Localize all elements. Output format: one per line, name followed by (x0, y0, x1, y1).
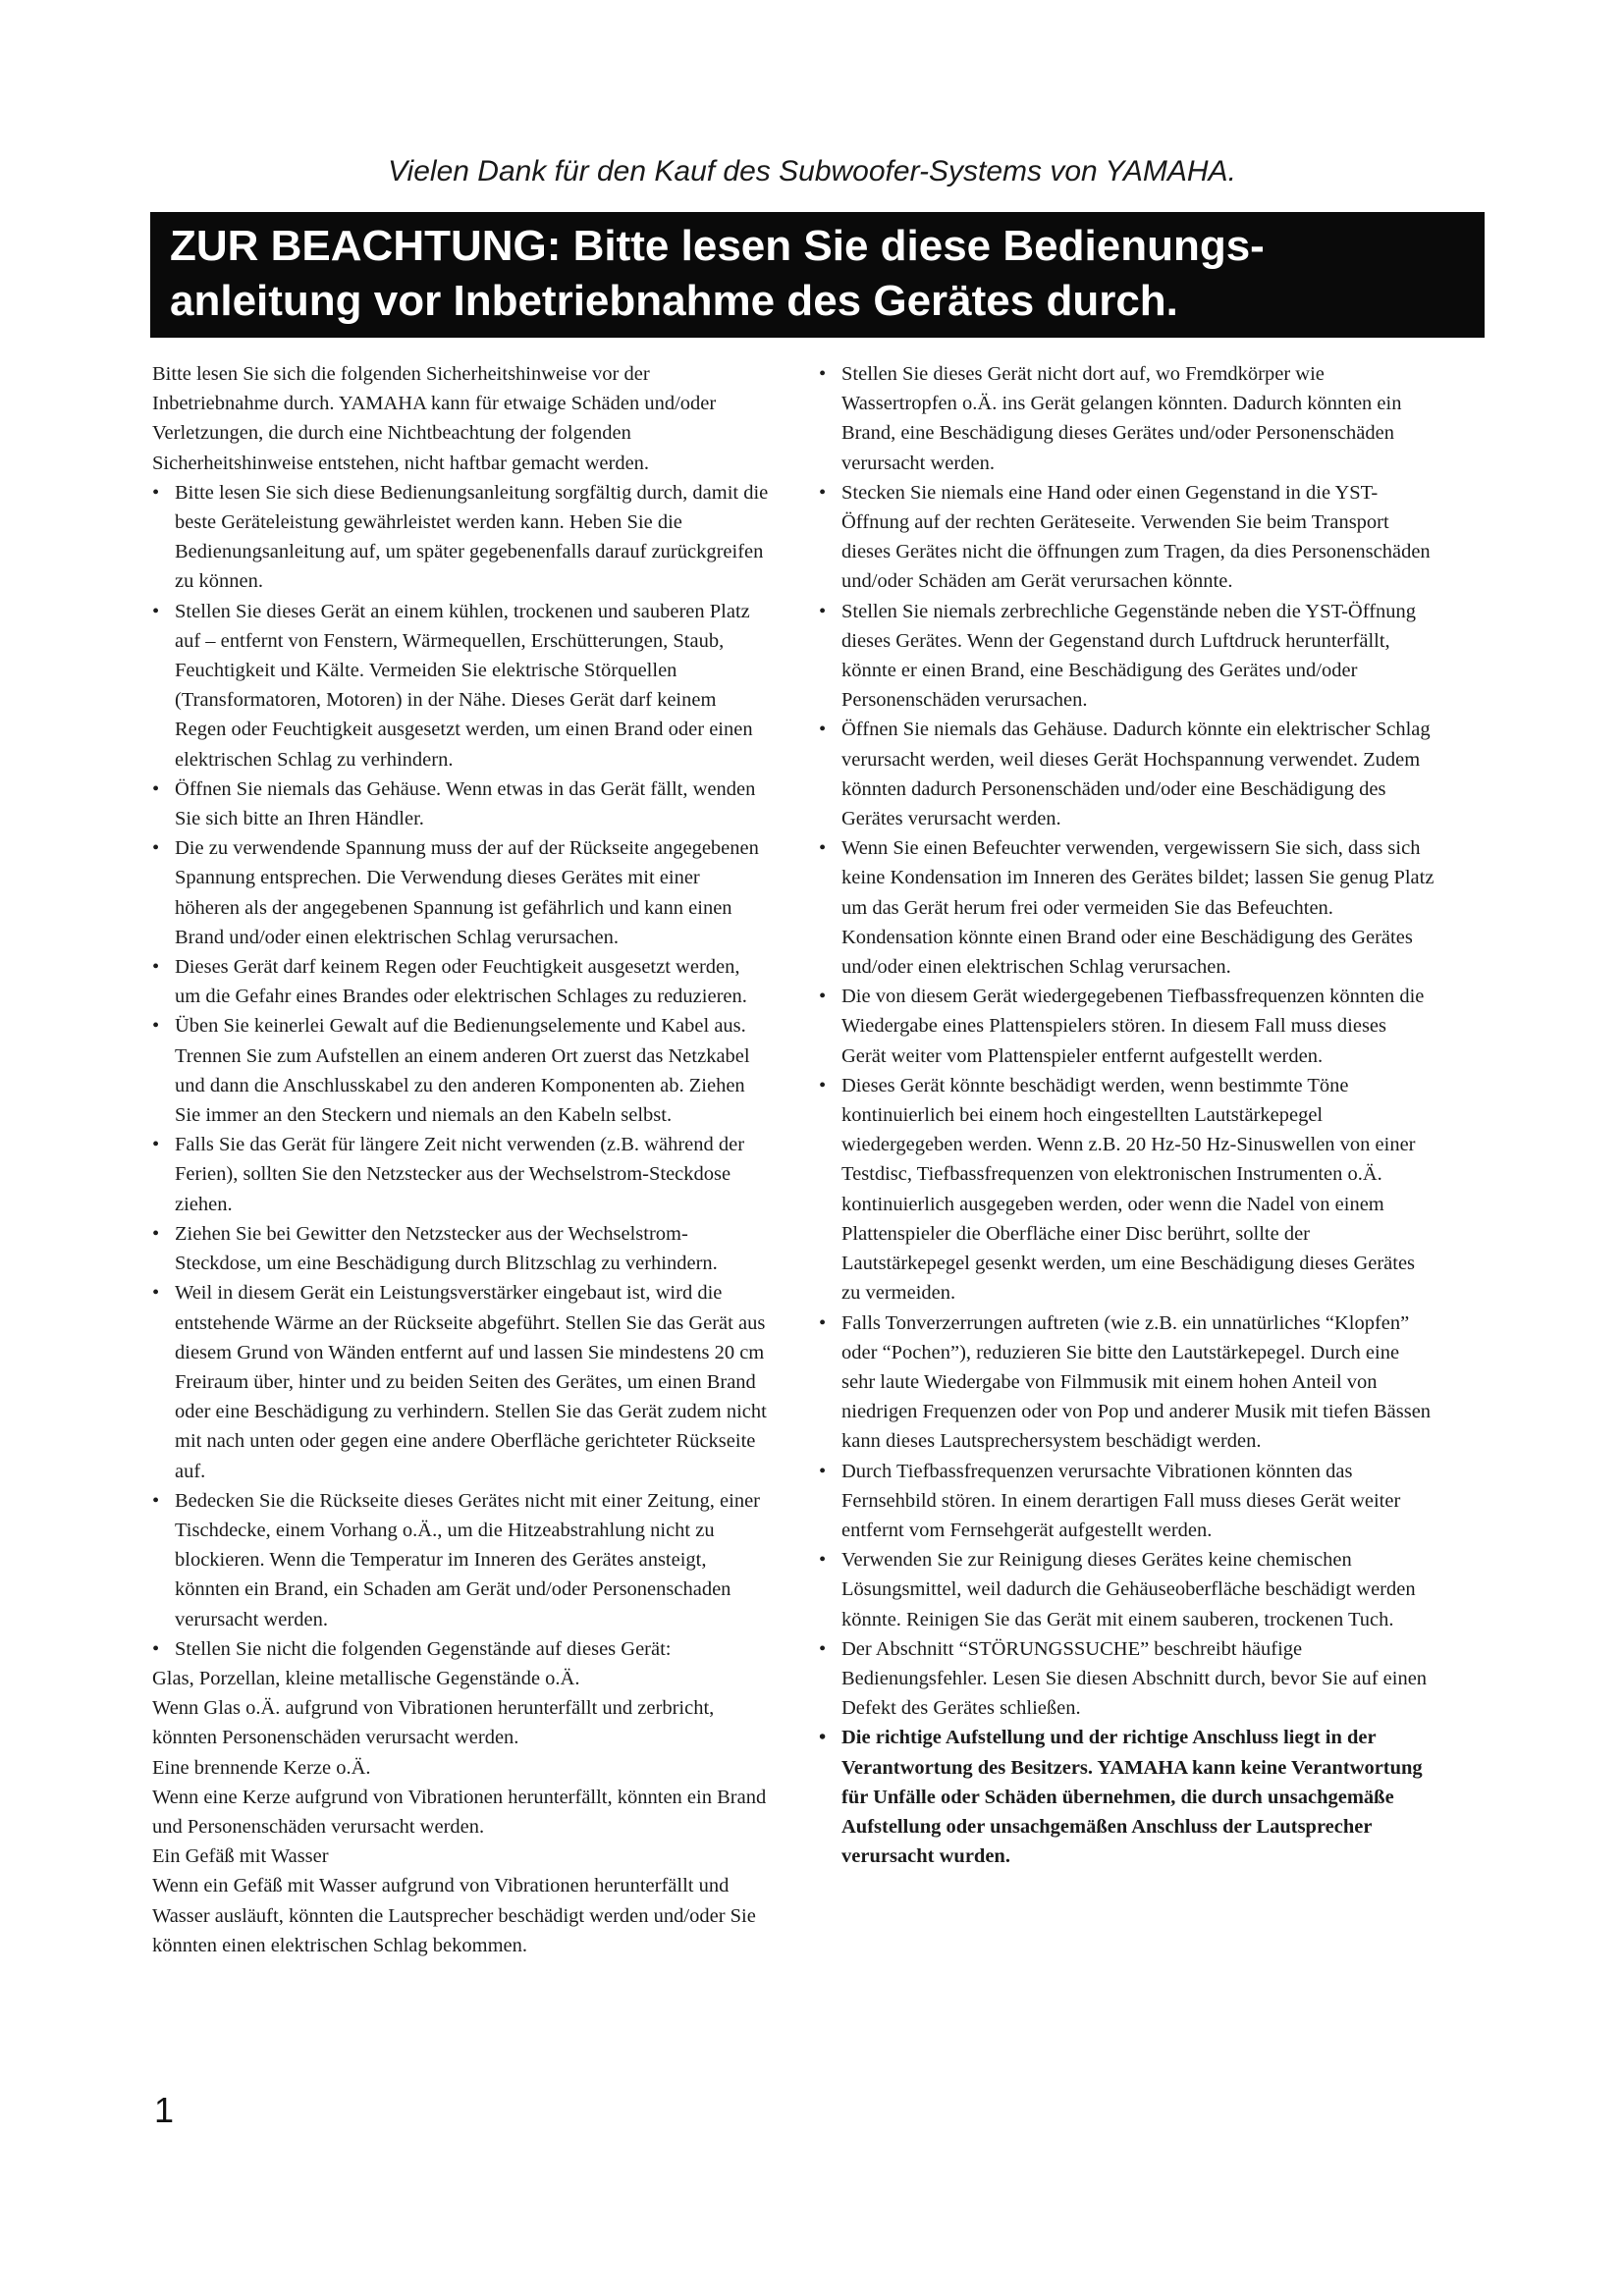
safety-item-text: Stellen Sie niemals zerbrechliche Gegenstände neben die YST-Öffnung dieses Gerätes. Wenn der Gegenstand durch Luftdruck herunterfällt, könnte er einen Brand, eine Beschädigung des Gerätes und/oder Personenschäden verursachen. (841, 600, 1417, 712)
bullet-icon: • (819, 837, 827, 860)
safety-item-text: Stellen Sie dieses Gerät an einem kühlen, trockenen und sauberen Platz auf – entfernt von Fenstern, Wärmequellen, Erschütterungen, Staub, Feuchtigkeit und Kälte. Vermeiden Sie elektrische Störquellen (Transformatoren, Motoren) in der Nähe. Dieses Gerät darf keinem Regen oder Feuchtigkeit ausgesetzt werden, um einen Brand oder einen elektrischen Schlag zu verhindern. (175, 600, 753, 771)
bullet-icon: • (152, 1015, 160, 1038)
safety-item-text: Öffnen Sie niemals das Gehäuse. Dadurch könnte ein elektrischer Schlag verursacht werden, weil dieses Gerät Hochspannung verwendet. Zudem könnten dadurch Personenschäden und/oder eine Beschädigung des Gerätes verursacht werden. (841, 719, 1431, 830)
bullet-icon: • (819, 1637, 827, 1660)
safety-item-text: Ziehen Sie bei Gewitter den Netzstecker aus der Wechselstrom-Steckdose, um eine Beschädigung durch Blitzschlag zu verhindern. (175, 1222, 718, 1275)
bullet-icon: • (152, 1489, 160, 1512)
safety-item (152, 1278, 769, 1485)
bullet-icon: • (152, 1637, 160, 1660)
safety-item (152, 952, 769, 1011)
safety-item-text: Üben Sie keinerlei Gewalt auf die Bedienungselemente und Kabel aus. Trennen Sie zum Aufstellen an einem anderen Ort zuerst das Netzkabel und dann die Anschlusskabel zu den anderen Komponenten ab. Ziehen Sie immer an den Steckern und niemals an den Kabeln selbst. (175, 1015, 750, 1127)
safety-item (819, 1457, 1435, 1546)
safety-item (819, 478, 1435, 597)
candle-subhead: Eine brennende Kerze o.Ä. (152, 1756, 371, 1779)
safety-item (152, 833, 769, 952)
safety-item-text: Falls Sie das Gerät für längere Zeit nicht verwenden (z.B. während der Ferien), sollten Sie den Netzstecker aus der Wechselstrom-Steckdose ziehen. (175, 1134, 745, 1215)
safety-item (152, 1011, 769, 1130)
safety-item (819, 597, 1435, 716)
objects-subhead: Glas, Porzellan, kleine metallische Gegenstände o.Ä. (152, 1667, 580, 1689)
bullet-icon: • (819, 1549, 827, 1572)
bullet-icon: • (152, 600, 160, 622)
safety-item-text: Weil in diesem Gerät ein Leistungsverstärker eingebaut ist, wird die entstehende Wärme an der Rückseite abgeführt. Stellen Sie das Gerät aus diesem Grund von Wänden entfernt auf und lassen Sie mindestens 20 cm Freiraum über, hinter und zu beiden Seiten des Gerätes, um einen Brand oder eine Beschädigung zu verhindern. Stellen Sie das Gerät zudem nicht mit nach unten oder gegen eine andere Oberfläche gerichteter Rückseite auf. (175, 1282, 767, 1482)
safety-item-text: Stecken Sie niemals eine Hand oder einen Gegenstand in die YST-Öffnung auf der rechten Geräteseite. Verwenden Sie beim Transport dieses Gerätes nicht die öffnungen zum Tragen, da dies Personenschäden und/oder Schäden am Gerät verursachen könnte. (841, 481, 1431, 593)
left-column (152, 359, 769, 1960)
bullet-icon: • (819, 1311, 827, 1334)
safety-item (152, 1130, 769, 1219)
safety-item-text: Bedecken Sie die Rückseite dieses Gerätes nicht mit einer Zeitung, einer Tischdecke, einem Vorhang o.Ä., um die Hitzeabstrahlung nicht zu blockieren. Wenn die Temperatur im Inneren des Gerätes ansteigt, könnten ein Brand, ein Schaden am Gerät und/oder Personenschaden verursacht werden. (175, 1489, 761, 1630)
bullet-icon: • (819, 600, 827, 622)
bullet-icon: • (152, 1134, 160, 1156)
safety-item (819, 982, 1435, 1071)
safety-item-text: Die von diesem Gerät wiedergegebenen Tiefbassfrequenzen könnten die Wiedergabe eines Plattenspielers stören. In diesem Fall muss dieses Gerät weiter vom Plattenspieler entfernt aufgestellt werden. (841, 986, 1425, 1067)
safety-item (819, 715, 1435, 833)
water-subhead: Ein Gefäß mit Wasser (152, 1845, 329, 1868)
safety-item-text: Öffnen Sie niemals das Gehäuse. Wenn etwas in das Gerät fällt, wenden Sie sich bitte an Ihren Händler. (175, 777, 756, 830)
safety-item (819, 833, 1435, 982)
water-subtext: Wenn ein Gefäß mit Wasser aufgrund von Vibrationen herunterfällt und Wasser ausläuft, könnten die Lautsprecher beschädigt werden und/oder Sie könnten einen elektrischen Schlag bekommen. (152, 1875, 756, 1956)
bullet-icon: • (152, 837, 160, 860)
safety-item (152, 1219, 769, 1278)
safety-item-text: Dieses Gerät darf keinem Regen oder Feuchtigkeit ausgesetzt werden, um die Gefahr eines Brandes oder elektrischen Schlages zu reduzieren. (175, 956, 747, 1008)
caution-banner (150, 212, 1485, 338)
objects-subtext: Wenn Glas o.Ä. aufgrund von Vibrationen herunterfällt und zerbricht, könnten Personenschäden verursacht werden. (152, 1697, 715, 1749)
safety-item-text: Dieses Gerät könnte beschädigt werden, wenn bestimmte Töne kontinuierlich bei einem hoch eingestellten Lautstärkepegel wiedergegeben werden. Wenn z.B. 20 Hz-50 Hz-Sinuswellen von einer Testdisc, Tiefbassfrequenzen von elektronischen Instrumenten o.Ä. kontinuierlich ausgegeben werden, oder wenn die Nadel von einem Plattenspieler die Oberfläche einer Disc berührt, sollte der Lautstärkepegel gesenkt werden, um eine Beschädigung dieses Gerätes zu vermeiden. (841, 1074, 1416, 1305)
safety-item-text: Der Abschnitt “STÖRUNGSSUCHE” beschreibt häufige Bedienungsfehler. Lesen Sie diesen Abschnitt durch, bevor Sie auf einen Defekt des Gerätes schließen. (841, 1637, 1428, 1720)
bullet-icon: • (152, 481, 160, 504)
bullet-icon: • (819, 719, 827, 741)
safety-item (152, 1634, 769, 1664)
safety-item-text: Stellen Sie dieses Gerät nicht dort auf, wo Fremdkörper wie Wassertropfen o.Ä. ins Gerät gelangen könnten. Dadurch könnten ein Brand, eine Beschädigung dieses Gerätes und/oder Personenschäden verursacht werden. (841, 363, 1402, 474)
bullet-icon: • (152, 956, 160, 979)
safety-item (152, 597, 769, 774)
bullet-icon: • (819, 1074, 827, 1096)
safety-item-text: Wenn Sie einen Befeuchter verwenden, vergewissern Sie sich, dass sich keine Kondensation im Inneren des Gerätes bildet; lassen Sie genug Platz um das Gerät herum frei oder vermeiden Sie das Befeuchten. Kondensation könnte einen Brand oder eine Beschädigung des Gerätes und/oder einen elektrischen Schlag verursachen. (841, 837, 1435, 979)
candle-subtext: Wenn eine Kerze aufgrund von Vibrationen herunterfällt, könnten ein Brand und Personenschäden verursacht werden. (152, 1786, 767, 1838)
safety-item (819, 1545, 1435, 1634)
safety-item (819, 359, 1435, 478)
safety-item (152, 478, 769, 597)
right-column (819, 359, 1435, 1871)
safety-item-text: Stellen Sie nicht die folgenden Gegenstände auf dieses Gerät: (175, 1637, 672, 1660)
safety-item-text: Die zu verwendende Spannung muss der auf der Rückseite angegebenen Spannung entsprechen. Die Verwendung dieses Gerätes mit einer höheren als der angegebenen Spannung ist gefährlich und kann einen Brand und/oder einen elektrischen Schlag verursachen. (175, 837, 759, 948)
bullet-icon: • (819, 986, 827, 1008)
safety-item-text: Bitte lesen Sie sich diese Bedienungsanleitung sorgfältig durch, damit die beste Geräteleistung gewährleistet werden kann. Heben Sie die Bedienungsanleitung auf, um später gegebenenfalls darauf zurückgreifen zu können. (175, 481, 769, 593)
intro-paragraph: Bitte lesen Sie sich die folgenden Sicherheitshinweise vor der Inbetriebnahme durch. YAMAHA kann für etwaige Schäden und/oder Verletzungen, die durch eine Nichtbeachtung der folgenden Sicherheitshinweise entstehen, nicht haftbar gemacht werden. (152, 363, 717, 474)
document-subtitle: Vielen Dank für den Kauf des Subwoofer-Systems von YAMAHA. (388, 155, 1236, 187)
responsibility-notice-text: Die richtige Aufstellung und der richtige Anschluss liegt in der Verantwortung des Besitzers. YAMAHA kann keine Verantwortung für Unfälle oder Schäden übernehmen, die durch unsachgemäße Aufstellung oder unsachgemäßen Anschluss der Lautsprecher verursacht wurden. (841, 1727, 1423, 1868)
bullet-icon: • (152, 1222, 160, 1245)
bullet-icon: • (152, 1282, 160, 1305)
bullet-icon: • (819, 1460, 827, 1482)
banner-line-1: ZUR BEACHTUNG: Bitte lesen Sie diese Bedienungs- (170, 222, 1265, 270)
safety-item (152, 1486, 769, 1634)
safety-item-text: Verwenden Sie zur Reinigung dieses Gerätes keine chemischen Lösungsmittel, weil dadurch die Gehäuseoberfläche beschädigt werden könnte. Reinigen Sie das Gerät mit einem sauberen, trockenen Tuch. (841, 1549, 1416, 1630)
responsibility-notice (819, 1723, 1435, 1871)
page-number: 1 (154, 2090, 175, 2130)
safety-item (819, 1071, 1435, 1308)
bullet-icon: • (819, 481, 827, 504)
safety-item (819, 1634, 1435, 1724)
bullet-icon: • (152, 777, 160, 800)
safety-item (152, 774, 769, 833)
bullet-icon: • (819, 363, 827, 385)
banner-line-2: anleitung vor Inbetriebnahme des Gerätes durch. (170, 277, 1178, 325)
safety-item-text: Falls Tonverzerrungen auftreten (wie z.B. ein unnatürliches “Klopfen” oder “Pochen”), reduzieren Sie bitte den Lautstärkepegel. Durch eine sehr laute Wiedergabe von Filmmusik mit einem hohen Anteil von niedrigen Frequenzen oder von Pop und anderer Musik mit tiefen Bässen kann dieses Lautsprechersystem beschädigt werden. (841, 1311, 1432, 1453)
safety-item (819, 1308, 1435, 1457)
safety-item-text: Durch Tiefbassfrequenzen verursachte Vibrationen könnten das Fernsehbild stören. In einem derartigen Fall muss dieses Gerät weiter entfernt vom Fernsehgerät aufgestellt werden. (841, 1460, 1401, 1541)
bullet-icon: • (819, 1727, 827, 1749)
